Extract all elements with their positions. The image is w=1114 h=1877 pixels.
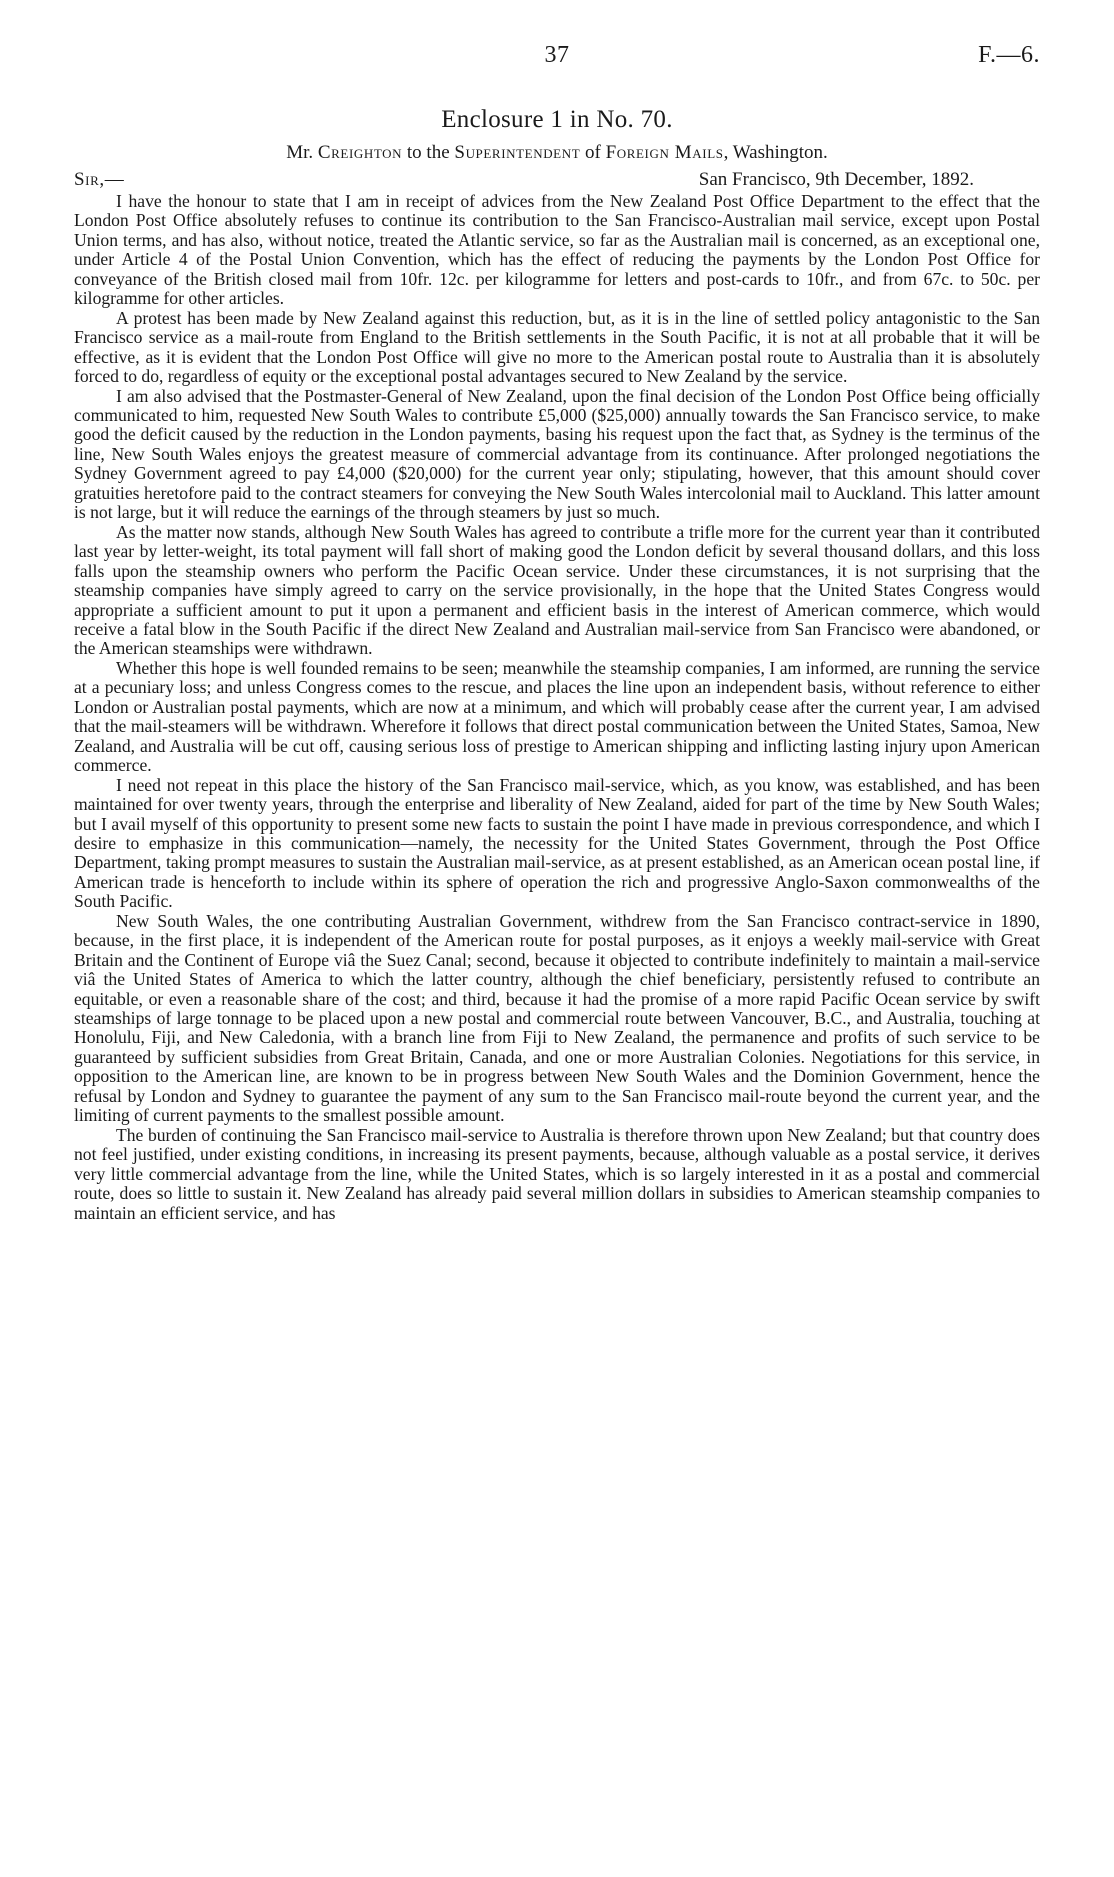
page-number: 37 — [544, 42, 570, 68]
paragraph-7: New South Wales, the one contributing Australian Government, withdrew from the San Francisco contract-service in 1890, because, in the first place, it is independent of the American route for postal purposes, as it enjoys a weekly mail-service with Great Britain and the Continent of Europe viâ the Suez Canal; second, because it objected to contribute indefinitely to maintain a mail-service viâ the United States of America to which the latter country, although the chief beneficiary, persistently refused to contribute an equitable, or even a reasonable share of the cost; and third, because it had the promise of a more rapid Pacific Ocean service by swift steamships of large tonnage to be placed upon a new postal and commercial route between Vancouver, B.C., and Australia, touching at Honolulu, Fiji, and New Caledonia, with a branch line from Fiji to New Zealand, the permanence and profits of such service to be guaranteed by sufficient subsidies from Great Britain, Canada, and one or more Australian Colonies. Negotiations for this service, in opposition to the American line, are known to be in progress between New South Wales and the Dominion Government, hence the refusal by London and Sydney to guarantee the payment of any sum to the San Francisco mail-route beyond the current year, and the limiting of current payments to the smallest possible amount. — [74, 910, 1040, 1126]
paragraph-2: A protest has been made by New Zealand against this reduction, but, as it is in the line of settled policy antagonistic to the San Francisco service as a mail-route from England to the British settlements in the South Pacific, it is not at all probable that it will be effective, as it is evident that the London Post Office will give no more to the American postal route to Australia than it is absolutely forced to do, regardless of equity or the exceptional postal advantages secured to New Zealand by the service. — [74, 307, 1040, 387]
paragraph-1: I have the honour to state that I am in receipt of advices from the New Zealand Post Office Department to the effect that the London Post Office absolutely refuses to continue its contribution to the San Francisco-Australian mail service, except upon Postal Union terms, and has also, without notice, treated the Atlantic service, so far as the Australian mail is concerned, as an exceptional one, under Article 4 of the Postal Union Convention, which has the effect of reducing the payments by the London Post Office for conveyance of the British closed mail from 10fr. 12c. per kilogramme for letters and post-cards to 10fr., and from 67c. to 50c. per kilogramme for other articles. — [74, 191, 1040, 309]
paragraph-3: I am also advised that the Postmaster-General of New Zealand, upon the final decision of the London Post Office being officially communicated to him, requested New South Wales to contribute £5,000 ($25,000) annually towards the San Francisco service, to make good the deficit caused by the reduction in the London payments, basing his request upon the fact that, as Sydney is the terminus of the line, New South Wales enjoys the greatest measure of commercial advantage from its continuance. After prolonged negotiations the Sydney Government agreed to pay £4,000 ($20,000) for the current year only; stipulating, however, that this amount should cover gratuities heretofore paid to the contract steamers for conveying the New South Wales intercolonial mail to Auckland. This latter amount is not large, but it will reduce the earnings of the through steamers by just so much. — [74, 385, 1040, 523]
salutation: Sir,— — [74, 169, 125, 190]
subheading-connector: to the — [402, 142, 455, 163]
recipient-title: Superintendent — [454, 142, 581, 163]
enclosure-heading: Enclosure 1 in No. 70. — [441, 106, 673, 133]
paragraph-5: Whether this hope is well founded remains to be seen; meanwhile the steamship companies, I am informed, are running the service at a pecuniary loss; and unless Congress comes to the rescue, and places the line upon an independent basis, without reference to either London or Australian postal payments, which are now at a minimum, and which will probably cease after the current year, I am advised that the mail-steamers will be withdrawn. Wherefore it follows that direct postal communication between the United States, Samoa, New Zealand, and Australia will be cut off, causing serious loss of prestige to American shipping and inflicting lasting injury upon American commerce. — [74, 657, 1040, 776]
running-head — [74, 42, 1040, 76]
recipient-office: Foreign Mails — [605, 142, 724, 163]
letter-subheading — [74, 142, 1040, 164]
subheading-prefix: Mr. — [286, 142, 318, 163]
subheading-location: , Washington. — [723, 142, 828, 163]
paragraph-6: I need not repeat in this place the history of the San Francisco mail-service, which, as you know, was established, and has been maintained for over twenty years, through the enterprise and liberality of New Zealand, aided for part of the time by New South Wales; but I avail myself of this opportunity to present some new facts to sustain the point I have made in previous correspondence, and which I desire to emphasize in this communication—namely, the necessity for the United States Government, through the Post Office Department, taking prompt measures to sustain the Australian mail-service, as at present established, as an American ocean postal line, if American trade is henceforth to include within its sphere of operation the rich and progressive Anglo-Saxon commonwealths of the South Pacific. — [74, 774, 1040, 912]
document-reference: F.—6. — [978, 42, 1040, 68]
letter-body — [74, 192, 1040, 1223]
paragraph-4: As the matter now stands, although New South Wales has agreed to contribute a trifle more for the current year than it contributed last year by letter-weight, its total payment will fall short of making good the London deficit by several thousand dollars, and this loss falls upon the steamship owners who perform the Pacific Ocean service. Under these circumstances, it is not surprising that the steamship companies have simply agreed to carry on the service provisionally, in the hope that the United States Congress would appropriate a sufficient amount to put it upon a permanent and efficient basis in the interest of American commerce, which would receive a fatal blow in the South Pacific if the direct New Zealand and Australian mail-service from San Francisco were abandoned, or the American steamships were withdrawn. — [74, 521, 1040, 659]
dateline — [74, 169, 1040, 191]
paragraph-8: The burden of continuing the San Francisco mail-service to Australia is therefore thrown upon New Zealand; but that country does not feel justified, under existing conditions, in increasing its present payments, because, although valuable as a postal service, it derives very little commercial advantage from the line, while the United States, which is so largely interested in it as a postal and commercial route, does so little to sustain it. New Zealand has already paid several million dollars in subsidies to American steamship companies to maintain an efficient service, and has — [74, 1124, 1040, 1223]
sender-name: Creighton — [317, 142, 403, 163]
place-and-date: San Francisco, 9th December, 1892. — [698, 169, 974, 190]
subheading-of: of — [580, 142, 606, 163]
document-page — [74, 42, 1040, 1223]
